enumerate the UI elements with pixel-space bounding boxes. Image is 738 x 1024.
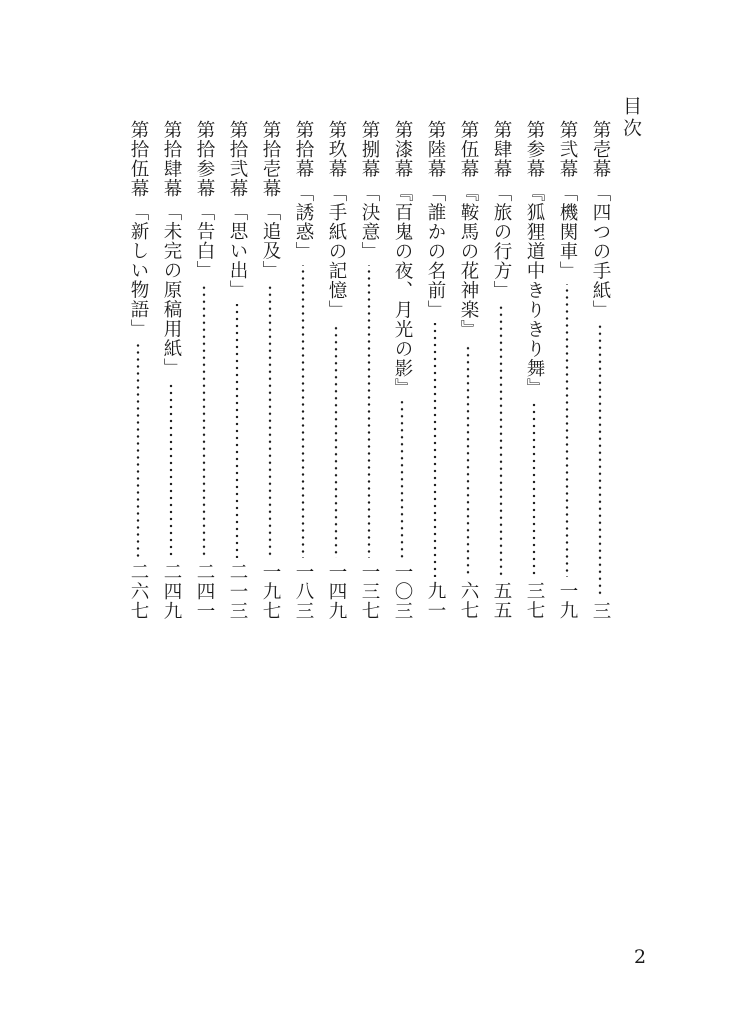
dot-leader <box>322 323 350 558</box>
toc-entry-act: 第拾幕 <box>293 120 314 179</box>
dot-leader <box>124 343 152 558</box>
dot-leader <box>520 401 548 577</box>
toc-entry-act: 第陸幕 <box>425 120 446 179</box>
toc-entry-page: 一三七 <box>359 561 380 620</box>
toc-entry-title: 「新しい物語」 <box>128 202 149 339</box>
dot-leader <box>454 343 482 578</box>
dot-leader <box>256 284 284 558</box>
toc-entry-page: 一八三 <box>293 561 314 620</box>
toc-entry <box>487 120 515 620</box>
toc-entry <box>190 120 218 620</box>
toc-entry <box>520 120 548 620</box>
toc-entry-title: 「誰かの名前」 <box>425 182 446 319</box>
toc-entry-page: 三七 <box>524 581 545 620</box>
toc-entry-page: 一九七 <box>260 561 281 620</box>
toc-entry-page: 二一三 <box>227 561 248 620</box>
toc-heading: 目次 <box>620 96 642 140</box>
toc-entry-act: 第拾伍幕 <box>128 120 149 198</box>
toc-entry <box>157 120 185 620</box>
toc-entry-title: 「未完の原稿用紙」 <box>161 202 182 378</box>
toc-entry-act: 第拾弐幕 <box>227 120 248 198</box>
dot-leader <box>190 284 218 558</box>
toc-entry-title: 「告白」 <box>194 202 215 280</box>
toc-entry-title: 「思い出」 <box>227 202 248 300</box>
toc-entry <box>322 120 350 620</box>
toc-entry-title: 『鞍馬の花神楽』 <box>458 182 479 339</box>
toc-entry-title: 「旅の行方」 <box>491 182 512 300</box>
toc-entry-page: 二六七 <box>128 561 149 620</box>
dot-leader <box>586 323 614 597</box>
toc-entry-title: 「決意」 <box>359 182 380 261</box>
dot-leader <box>553 284 581 577</box>
toc-entry-page: 九一 <box>425 581 446 620</box>
toc-entry-page: 六七 <box>458 581 479 620</box>
toc-entry <box>223 120 251 620</box>
toc-entry <box>124 120 152 620</box>
dot-leader <box>355 265 383 558</box>
toc-entry-title: 「誘惑」 <box>293 182 314 261</box>
toc-entry-act: 第拾肆幕 <box>161 120 182 198</box>
toc-entry <box>289 120 317 620</box>
dot-leader <box>487 304 515 578</box>
toc-entry-title: 「機関車」 <box>557 182 578 280</box>
toc-entry <box>421 120 449 620</box>
toc-entry-act: 第伍幕 <box>458 120 479 179</box>
toc-entry-page: 五五 <box>491 581 512 620</box>
toc-entry-page: 一〇三 <box>392 561 413 620</box>
toc-entry <box>454 120 482 620</box>
toc-entry-page: 三 <box>590 600 611 620</box>
toc-entry-page: 二四一 <box>194 561 215 620</box>
dot-leader <box>223 304 251 558</box>
page-number: 2 <box>633 946 647 968</box>
toc-entry-page: 二四九 <box>161 561 182 620</box>
toc-entry-title: 『百鬼の夜、月光の影』 <box>392 182 413 397</box>
toc-entry-act: 第拾壱幕 <box>260 120 281 198</box>
toc-entry-page: 一九 <box>557 581 578 620</box>
toc-entry-title: 「追及」 <box>260 202 281 280</box>
toc-entry-act: 第拾参幕 <box>194 120 215 198</box>
toc-entry <box>388 120 416 620</box>
toc-entry-act: 第玖幕 <box>326 120 347 179</box>
toc-entry-title: 『狐狸道中きりきり舞』 <box>524 182 545 397</box>
toc-entry-act: 第捌幕 <box>359 120 380 179</box>
dot-leader <box>388 401 416 558</box>
toc-entry-act: 第漆幕 <box>392 120 413 179</box>
dot-leader <box>421 323 449 577</box>
toc-entry <box>355 120 383 620</box>
toc-entry-act: 第参幕 <box>524 120 545 179</box>
toc-entry <box>553 120 581 620</box>
toc-entry-page: 一四九 <box>326 561 347 620</box>
dot-leader <box>289 265 317 558</box>
dot-leader <box>157 382 185 558</box>
toc-entry-act: 第弐幕 <box>557 120 578 179</box>
toc-entry-act: 第壱幕 <box>590 120 611 179</box>
toc-entry-title: 「手紙の記憶」 <box>326 182 347 319</box>
toc-entry-act: 第肆幕 <box>491 120 512 179</box>
toc-entry-title: 「四つの手紙」 <box>590 182 611 319</box>
toc-entry <box>586 120 614 620</box>
toc-entry <box>256 120 284 620</box>
